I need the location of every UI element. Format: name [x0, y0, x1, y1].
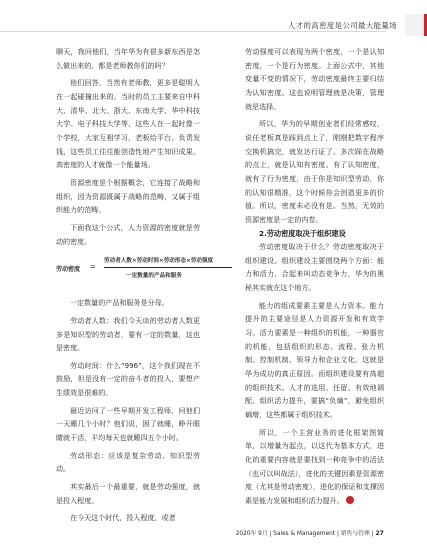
- right-column: [245, 45, 384, 508]
- paragraph: 他们回答，当然有老师教，更多是聪明人在一起碰撞出来的。当时的员工主要来自中科大、清华、北大、浙大、东南大学、华中科技大学、电子科技大学等，这些人在一起时像一个学校，大家互相学习，老板给平台、负责发钱，这些员工往往能创造性地产生知识成果。高密度的人才就像一个能量场。: [56, 78, 200, 170]
- paragraph: 劳动形态：应该是复杂劳动、知识型劳动。: [56, 450, 200, 474]
- paragraph: 劳动者人数：我们今天谈的劳动者人数更多是知识型的劳动者，要有一定的数量，这也是密度。: [56, 315, 200, 353]
- paragraph: 劳动时间：什么“996”，这个我们现在不鼓励，但是没有一定的奋斗者的投入，要想产生绩效是很难的。: [56, 360, 200, 398]
- footer-date: 2020年 9月: [235, 531, 268, 537]
- paragraph: 聊天，我问他们，当年华为有很多新东西是怎么做出来的，都是老师教你们的吗？: [56, 47, 200, 70]
- paragraph: 劳动强度可以表现为两个密度，一个是认知密度，一个是行为密度。上面公式中，其他变量不变的情况下，劳动密度最终主要归结为认知密度。这也说明管理就是决策，管理就是选择。: [245, 47, 384, 111]
- formula-numerator: 劳动者人数×劳动时间×劳动形态×劳动强度: [104, 258, 214, 265]
- labor-density-formula: [56, 256, 214, 286]
- paragraph: 资源密度是个根据概念，它连接了战略和组织，因为资源既属于战略的范畴，又属于组织能力的范畴。: [56, 177, 200, 215]
- paragraph: 在今天这个时代，投入程度，或者: [70, 513, 176, 523]
- footer-section: 销售与管理: [340, 531, 370, 537]
- paragraph: 最近访问了一些早期开发工程师，问他们一天睡几个小时？他们说，困了就睡，睁开眼睛就干活，平均每天也就睡四五个小时。: [56, 405, 200, 443]
- paragraph: 所以，华为的早期创业者们经常感叹，说任老板真是踩到点上了，刚刚把数字程序交换机搞完，就发达行证了。多次踩在战略的点上，就是认知有密度。有了认知密度，就有了行为密度，由于你是知识型劳动，你的认知很精准，这个时候你会创造更多的价值。所以，密度未必没有是。当然，无效的资源密度是一定的内卷。: [245, 119, 384, 224]
- section-heading: 2.劳动密度取决于组织建设: [259, 228, 346, 238]
- footer-magazine: Sales & Management: [273, 531, 336, 537]
- paragraph: 一定数量的产品和服务是分母。: [70, 298, 169, 308]
- paragraph: 其实最后一个最重要，就是劳动强度，就是投入程度。: [56, 482, 200, 505]
- running-header-title: 人才的高密度是公司最大能量场: [287, 21, 397, 30]
- paragraph: 能力的组成要素主要是人力资本。能力提升的主要途径是人力资源开发和有效学习。活力要素是一种组织的机能，一种器官的机能，包括组织的形态、流程、张力机制、控制机制、领导力和企业文化。这就是华为成功的真正原因。而组织建设要有高超的组织技术。人才的选用、任留、有效地调配、组织活力提升，要搞“负熵”，避免组织熵增，这些都属于组织技术。: [245, 300, 384, 419]
- formula-denominator: 一定数量的产品和服务: [126, 273, 182, 280]
- page-number: 27: [375, 530, 384, 537]
- formula-lhs: 劳动密度: [56, 266, 81, 274]
- paragraph: 劳动密度取决于什么？劳动密度取决于组织建设。组织建设主要围绕两个方面：能力和活力，合起来叫动态竞争力，华为的奥秘其实就在这个地方。: [245, 242, 384, 293]
- paragraph: [245, 426, 384, 508]
- left-column: [56, 45, 214, 525]
- paragraph: 下面我这个公式，人力资源的密度就是劳动的密度。: [56, 222, 200, 246]
- header-rule: [0, 31, 386, 32]
- article-end-mark-icon: [346, 496, 354, 504]
- formula-fraction-bar: [104, 267, 232, 268]
- formula-equals: =: [90, 263, 96, 272]
- paragraph-text: 所以，一个主营业务的进化框架图简单，以增量为起点，以这代为基本方式，进化的重要内容就是要找到一种竞争中的活法（也可以叫战法），进化的关键因素是资源密度（尤其是劳动密度），进化的保证和支撑因素是能力发展和组织活力提升。: [245, 427, 384, 505]
- page-footer: 2020年 9月 | Sales & Management | 销售与管理 | 27: [235, 530, 384, 537]
